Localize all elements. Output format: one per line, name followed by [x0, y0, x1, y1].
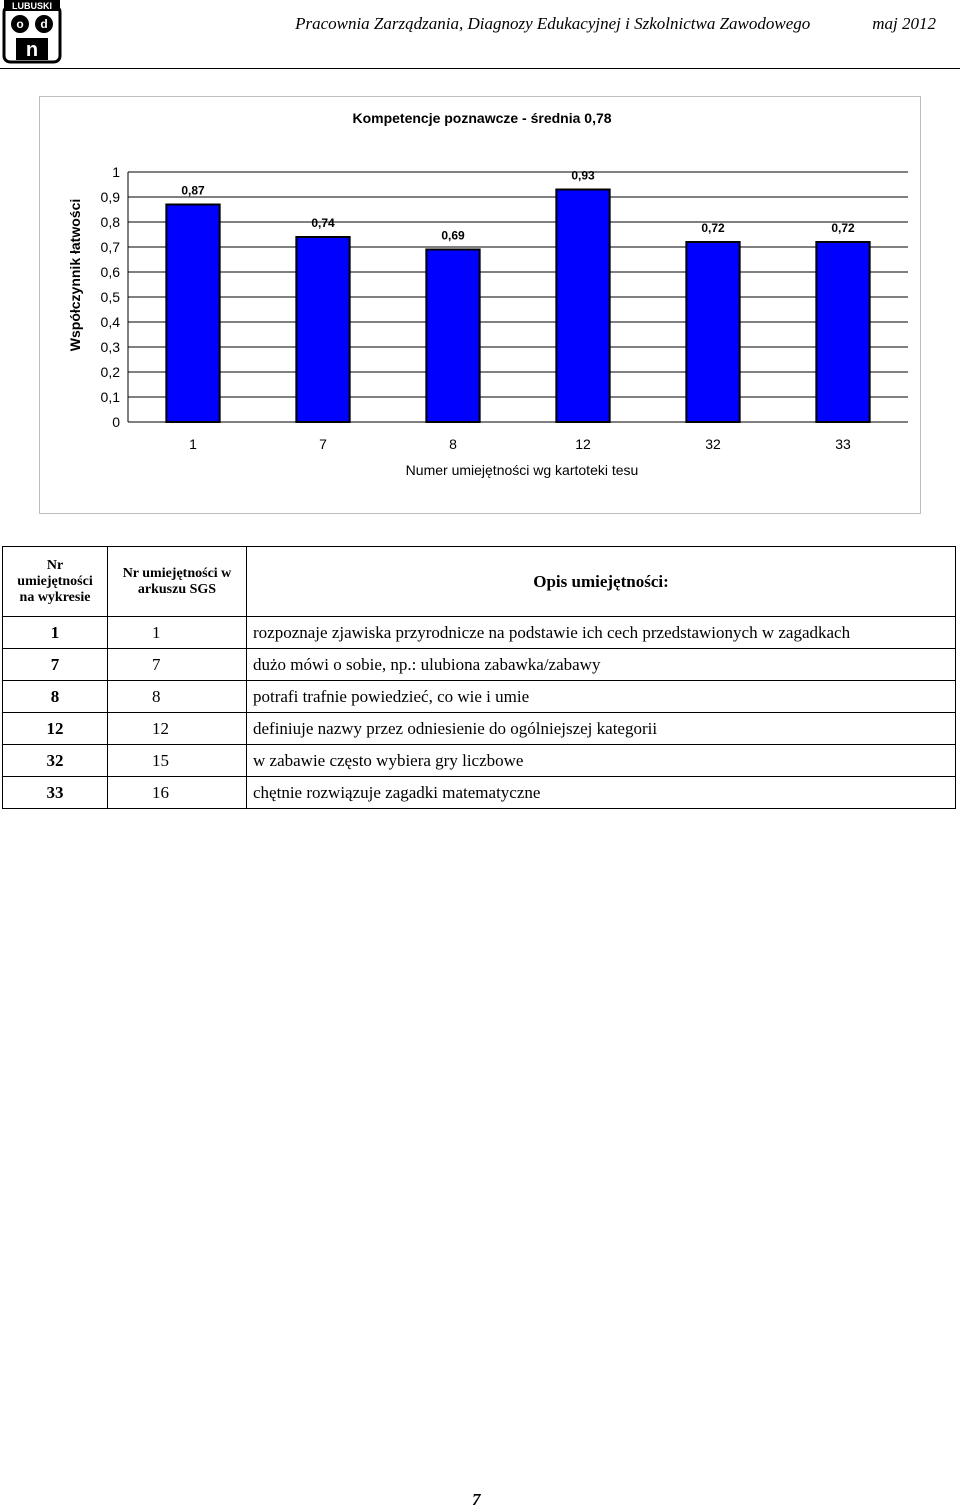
chart-number-cell: 8	[3, 681, 108, 713]
description-cell: potrafi trafnie powiedzieć, co wie i umie	[247, 681, 956, 713]
table-row	[3, 777, 956, 809]
description-cell: w zabawie często wybiera gry liczbowe	[247, 745, 956, 777]
y-tick-label: 0,7	[100, 239, 120, 255]
data-label: 0,93	[571, 168, 595, 183]
bar	[816, 242, 869, 422]
header-divider	[0, 68, 960, 69]
table-row	[3, 745, 956, 777]
bar	[166, 205, 219, 423]
svg-text:o: o	[16, 17, 24, 31]
description-cell: chętnie rozwiązuje zagadki matematyczne	[247, 777, 956, 809]
header-title	[295, 14, 936, 34]
x-tick-label: 8	[449, 436, 457, 452]
chart-number-cell: 12	[3, 713, 108, 745]
table-header-row	[3, 547, 956, 617]
header-date: maj 2012	[872, 14, 936, 33]
skills-table	[2, 546, 956, 809]
y-tick-label: 0	[112, 414, 120, 430]
chart-number-cell: 32	[3, 745, 108, 777]
bar	[686, 242, 739, 422]
y-tick-label: 0,6	[100, 264, 120, 280]
y-tick-label: 0,9	[100, 189, 120, 205]
table-row	[3, 649, 956, 681]
bar-chart	[40, 97, 920, 513]
description-cell: dużo mówi o sobie, np.: ulubiona zabawka/zabawy	[247, 649, 956, 681]
sheet-number-cell: 16	[108, 777, 247, 809]
x-tick-label: 1	[189, 436, 197, 452]
header-description: Opis umiejętności:	[247, 547, 956, 617]
sheet-number-cell: 15	[108, 745, 247, 777]
data-label: 0,72	[701, 221, 725, 235]
sheet-number-cell: 8	[108, 681, 247, 713]
y-tick-label: 0,5	[100, 289, 120, 305]
description-cell: definiuje nazwy przez odniesienie do ogólniejszej kategorii	[247, 713, 956, 745]
y-axis-label: Współczynnik łatwości	[67, 198, 83, 352]
sheet-number-cell: 7	[108, 649, 247, 681]
bar	[426, 250, 479, 423]
chart-number-cell: 1	[3, 617, 108, 649]
svg-text:n: n	[25, 39, 39, 61]
bar	[556, 190, 609, 423]
data-label: 0,87	[181, 183, 205, 198]
skills-table-body	[3, 547, 956, 809]
institution-name: Pracownia Zarządzania, Diagnozy Edukacyjnej i Szkolnictwa Zawodowego	[295, 14, 811, 33]
sheet-number-cell: 12	[108, 713, 247, 745]
x-tick-label: 12	[575, 436, 591, 452]
header-sheet-number: Nr umiejętności w arkuszu SGS	[108, 547, 247, 617]
x-tick-label: 7	[319, 436, 327, 452]
data-label: 0,72	[831, 221, 855, 235]
y-tick-label: 0,1	[100, 389, 120, 405]
data-label: 0,74	[311, 216, 335, 230]
chart-area	[39, 96, 921, 514]
odn-logo	[2, 0, 62, 66]
table-row	[3, 617, 956, 649]
sheet-number-cell: 1	[108, 617, 247, 649]
data-label: 0,69	[441, 228, 465, 243]
table-row	[3, 713, 956, 745]
y-tick-label: 0,4	[100, 314, 120, 330]
x-axis-label: Numer umiejętności wg kartoteki tesu	[405, 462, 639, 478]
y-tick-label: 0,8	[100, 214, 120, 230]
y-tick-label: 1	[112, 164, 120, 180]
y-tick-label: 0,2	[100, 364, 120, 380]
svg-text:LUBUSKI: LUBUSKI	[12, 1, 52, 11]
chart-number-cell: 7	[3, 649, 108, 681]
chart-number-cell: 33	[3, 777, 108, 809]
page-number: 7	[472, 1490, 481, 1509]
svg-text:d: d	[40, 17, 48, 31]
description-cell: rozpoznaje zjawiska przyrodnicze na podstawie ich cech przedstawionych w zagadkach	[247, 617, 956, 649]
bar	[296, 237, 349, 422]
y-tick-label: 0,3	[100, 339, 120, 355]
x-tick-label: 33	[835, 436, 851, 452]
table-row	[3, 681, 956, 713]
plot-area	[101, 164, 908, 452]
header-chart-number: Nr umiejętności na wykresie	[3, 547, 108, 617]
chart-title: Kompetencje poznawcze - średnia 0,78	[352, 110, 612, 126]
x-tick-label: 32	[705, 436, 721, 452]
